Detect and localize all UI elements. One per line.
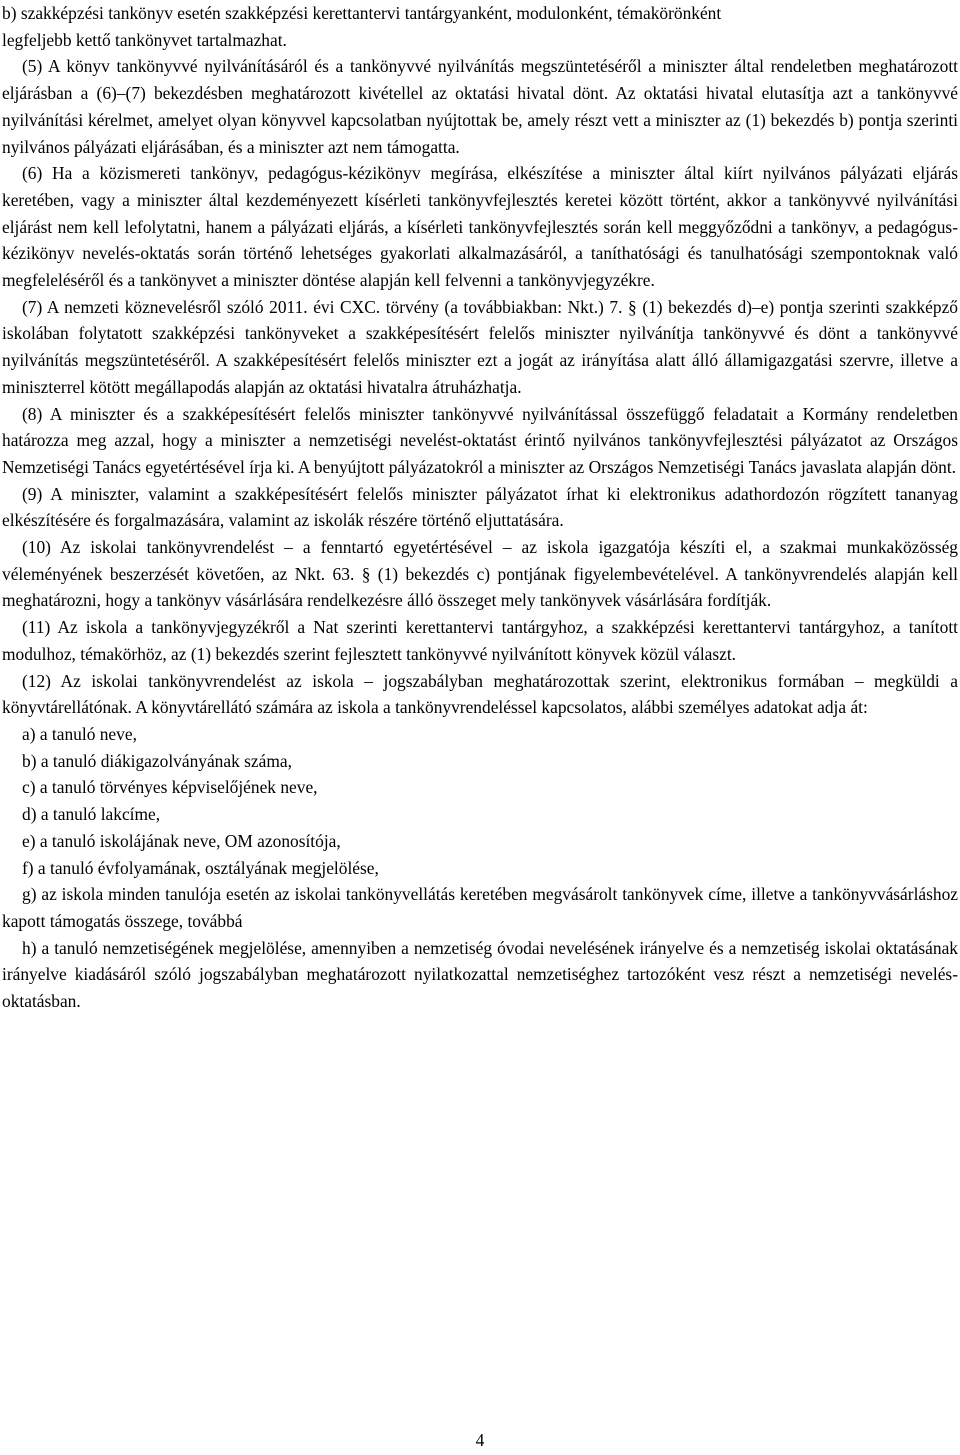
- paragraph-6: (6) Ha a közismereti tankönyv, pedagógus-kézikönyv megírása, elkészítése a miniszter által kiírt nyilvános pályázati eljárás keretében, vagy a miniszter által kezdeményezett kísérleti tankönyvfejlesztés keretei között történt, akkor a tankönyvvé nyilvánítási eljárást nem kell lefolytatni, hanem a pályázati eljárás, a kísérleti tankönyvfejlesztés során kell meggyőződni a tankönyv, a pedagógus-kézikönyv nevelés-oktatás során történő lehetséges gyakorlati alkalmazásáról, a taníthatósági és tanulhatósági szempontoknak való megfeleléséről és a tankönyvet a miniszter döntése alapján kell felvenni a tankönyvjegyzékre.: [2, 163, 958, 291]
- document-page: [2, 0, 958, 1015]
- list-item: e) a tanuló iskolájának neve, OM azonosítója,: [22, 830, 341, 851]
- list-item: g) az iskola minden tanulója esetén az iskolai tankönyvellátás keretében megvásárolt tankönyvek címe, illetve a tankönyvvásárláshoz kapott támogatás összege, továbbá: [2, 884, 958, 931]
- page-number: 4: [475, 1430, 485, 1450]
- list-item: c) a tanuló törvényes képviselőjének neve,: [22, 777, 318, 798]
- paragraph-b-clause-continued: legfeljebb kettő tankönyvet tartalmazhat.: [2, 29, 287, 50]
- paragraph-b-clause: b) szakképzési tankönyv esetén szakképzési kerettantervi tantárgyanként, modulonként, témakörönként: [2, 3, 722, 23]
- paragraph-9: (9) A miniszter, valamint a szakképesítésért felelős miniszter pályázatot írhat ki elektronikus adathordozón rögzített tananyag elkészítésére és forgalmazására, valamint az iskolák részére történő eljuttatására.: [2, 483, 958, 531]
- paragraph-8: (8) A miniszter és a szakképesítésért felelős miniszter tankönyvvé nyilvánítással összefüggő feladatait a Kormány rendeletben határozza meg azzal, hogy a miniszter a nemzetiségi nevelést-oktatást érintő nyilvános tankönyvfejlesztési pályázatot az Országos Nemzetiségi Tanács egyetértésével írja ki. A benyújtott pályázatokról a miniszter az Országos Nemzetiségi Tanács javaslata alapján dönt.: [2, 403, 958, 477]
- paragraph-11: (11) Az iskola a tankönyvjegyzékről a Nat szerinti kerettantervi tantárgyhoz, a szakképzési kerettantervi tantárgyhoz, a tanított modulhoz, témakörhöz, az (1) bekezdés szerint fejlesztett tankönyvvé nyilvánított könyvek közül választ.: [2, 617, 958, 664]
- list-item: b) a tanuló diákigazolványának száma,: [22, 750, 292, 771]
- list-item: a) a tanuló neve,: [22, 723, 137, 744]
- paragraph-10: (10) Az iskolai tankönyvrendelést – a fenntartó egyetértésével – az iskola igazgatója készíti el, a szakmai munkaközösség véleményének beszerzését követően, az Nkt. 63. § (1) bekezdés c) pontjának figyelembevételével. A tankönyvrendelés alapján kell meghatározni, hogy a tankönyv vásárlására rendelkezésre álló összeget mely tankönyvek vásárlására fordítják.: [2, 537, 958, 611]
- paragraph-7: (7) A nemzeti köznevelésről szóló 2011. évi CXC. törvény (a továbbiakban: Nkt.) 7. § (1) bekezdés d)–e) pontja szerinti szakképző iskolában folytatott szakképzési tankönyveket a szakképesítésért felelős miniszter nyilvánítja tankönyvvé és dönt a tankönyvvé nyilvánítás megszüntetéséről. A szakképesítésért felelős miniszter ezt a jogát az irányítása alatt álló államigazgatási szervre, illetve a miniszterrel kötött megállapodás alapján az oktatási hivatalra átruházhatja.: [2, 296, 958, 397]
- list-item: f) a tanuló évfolyamának, osztályának megjelölése,: [22, 857, 379, 878]
- list-item: h) a tanuló nemzetiségének megjelölése, amennyiben a nemzetiség óvodai nevelésének irányelve és a nemzetiség iskolai oktatásának irányelve kiadásáról szóló jogszabályban meghatározott nyilatkozattal nemzetiséghez tartozóként vesz részt a nemzetiségi nevelés-oktatásban.: [2, 937, 958, 1012]
- paragraph-12: (12) Az iskolai tankönyvrendelést az iskola – jogszabályban meghatározottak szerint, elektronikus formában – megküldi a könyvtárellátónak. A könyvtárellátó számára az iskola a tankönyvrendeléssel kapcsolatos, alábbi személyes adatokat adja át:: [2, 670, 958, 718]
- paragraph-5: (5) A könyv tankönyvvé nyilvánításáról és a tankönyvvé nyilvánítás megszüntetéséről a miniszter által rendeletben meghatározott eljárásban a (6)–(7) bekezdésben meghatározott kivétellel az oktatási hivatal dönt. Az oktatási hivatal elutasítja azt a tankönyvvé nyilvánítási kérelmet, amelyet olyan könyvvel kapcsolatban nyújtottak be, amely részt vett a miniszter az (1) bekezdés b) pontja szerinti nyilvános pályázati eljárásában, és a miniszter azt nem támogatta.: [2, 56, 958, 157]
- list-item: d) a tanuló lakcíme,: [22, 804, 161, 825]
